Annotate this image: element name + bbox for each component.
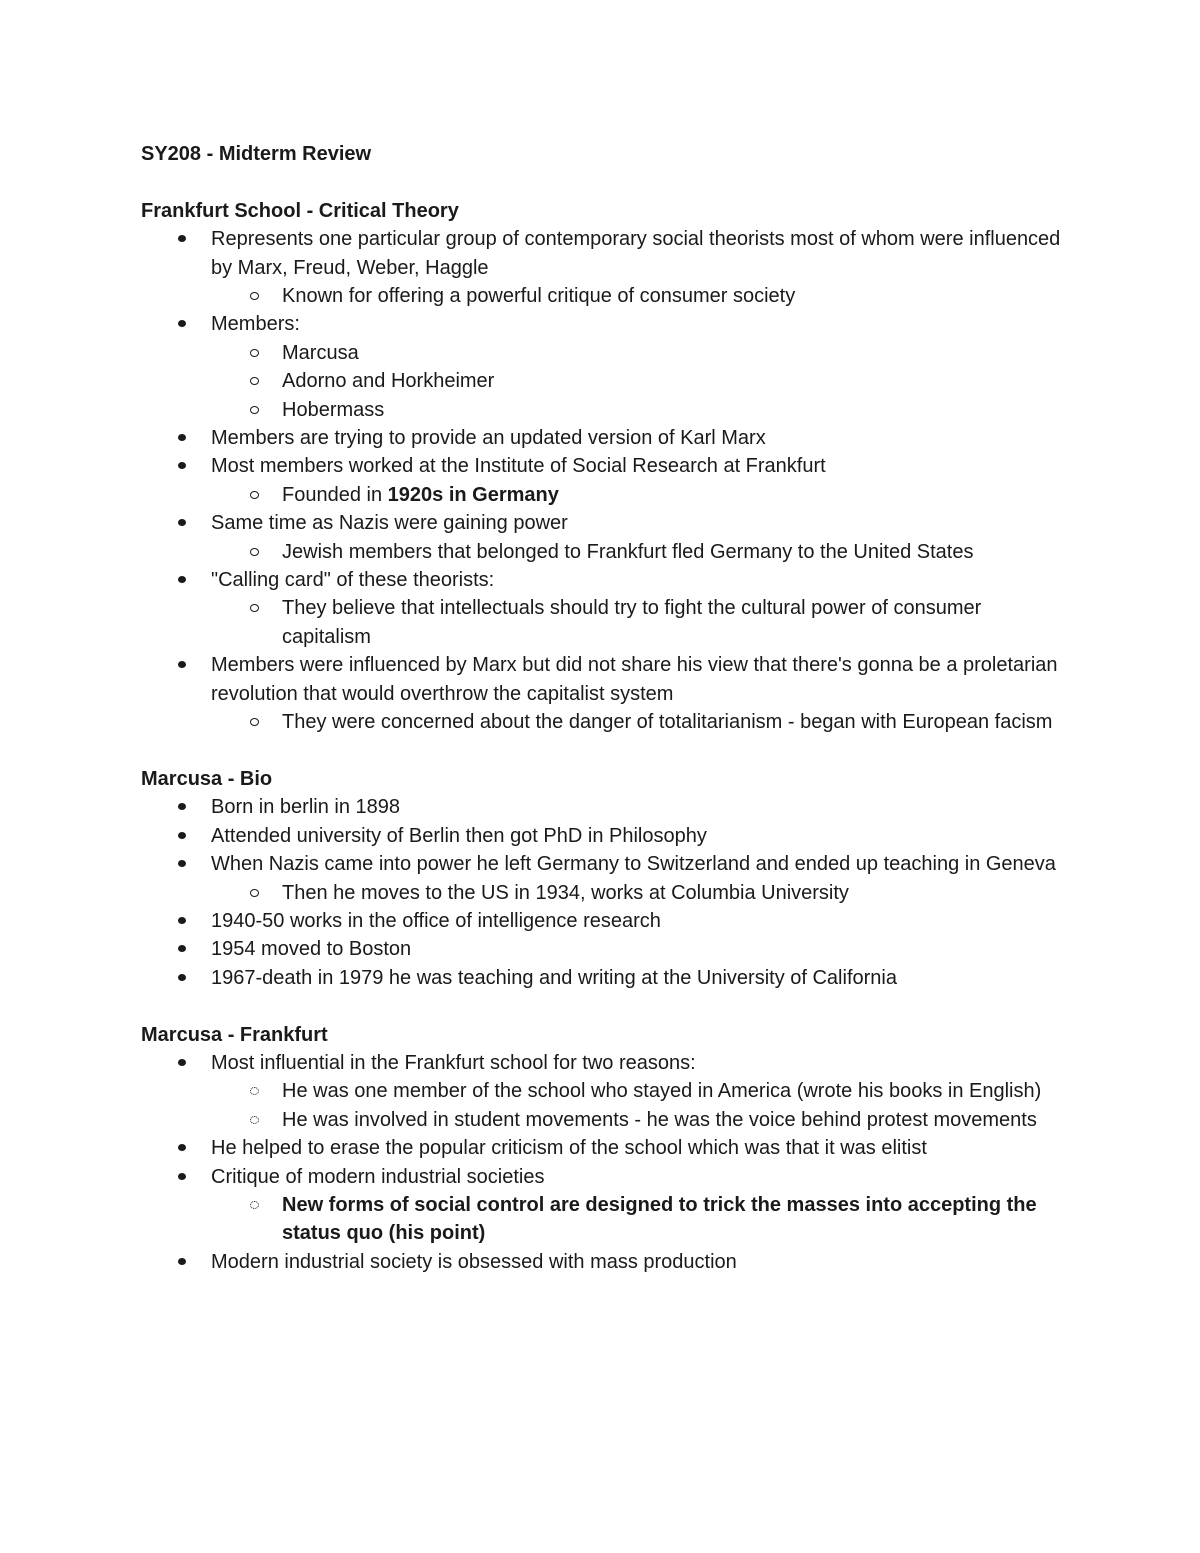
section-heading-frankfurt-school: Frankfurt School - Critical Theory <box>141 199 459 222</box>
list-item: Attended university of Berlin then got PhD in Philosophy <box>211 822 1071 850</box>
sub-list <box>211 708 1071 736</box>
section-heading-marcusa-bio: Marcusa - Bio <box>141 767 273 790</box>
list-item-text: Members were influenced by Marx but did not share his view that there's gonna be a proletarian revolution that would overthrow the capitalist system <box>211 654 1058 705</box>
sub-list-item-bold: New forms of social control are designed to trick the masses into accepting the status quo (his point) <box>282 1191 1071 1248</box>
bullet-list <box>141 225 1071 736</box>
sub-list-item: Then he moves to the US in 1934, works at Columbia University <box>282 879 1071 907</box>
list-item <box>211 1163 1071 1248</box>
spacer <box>141 992 1071 1020</box>
list-item: Members are trying to provide an updated version of Karl Marx <box>211 424 1071 452</box>
bullet-list <box>141 1049 1071 1276</box>
sub-list-item: Known for offering a powerful critique of consumer society <box>282 282 1071 310</box>
founded-prefix: Founded in <box>282 483 388 506</box>
sub-list-item: He was one member of the school who stayed in America (wrote his books in English) <box>282 1077 1071 1105</box>
sub-list-item <box>282 481 1071 509</box>
sub-list-item: He was involved in student movements - he was the voice behind protest movements <box>282 1106 1071 1134</box>
list-item: 1967-death in 1979 he was teaching and writing at the University of California <box>211 964 1071 992</box>
list-item: Born in berlin in 1898 <box>211 793 1071 821</box>
list-item: He helped to erase the popular criticism of the school which was that it was elitist <box>211 1134 1071 1162</box>
sub-list-item: They were concerned about the danger of totalitarianism - began with European facism <box>282 708 1071 736</box>
document-body <box>141 140 1071 1276</box>
sub-list <box>211 339 1071 424</box>
sub-list <box>211 879 1071 907</box>
list-item <box>211 509 1071 566</box>
sub-list-item: They believe that intellectuals should try to fight the cultural power of consumer capitalism <box>282 594 1071 651</box>
sub-list <box>211 538 1071 566</box>
list-item <box>211 1049 1071 1134</box>
list-item-text: When Nazis came into power he left Germany to Switzerland and ended up teaching in Geneva <box>211 853 1056 876</box>
founded-date-bold: 1920s in Germany <box>387 483 559 506</box>
list-item: 1954 moved to Boston <box>211 935 1071 963</box>
list-item-text: "Calling card" of these theorists: <box>211 569 495 592</box>
list-item <box>211 651 1071 736</box>
sub-list <box>211 594 1071 651</box>
list-item <box>211 225 1071 310</box>
section-heading-marcusa-frankfurt: Marcusa - Frankfurt <box>141 1023 328 1046</box>
document-title: SY208 - Midterm Review <box>141 143 372 165</box>
sub-list-item: Adorno and Horkheimer <box>282 367 1071 395</box>
sub-list <box>211 481 1071 509</box>
sub-list-item: Hobermass <box>282 396 1071 424</box>
spacer <box>141 168 1071 196</box>
list-item-text: Most members worked at the Institute of Social Research at Frankfurt <box>211 455 826 478</box>
sub-list <box>211 1191 1071 1248</box>
sub-list-item: Jewish members that belonged to Frankfurt fled Germany to the United States <box>282 538 1071 566</box>
list-item-text: Most influential in the Frankfurt school for two reasons: <box>211 1051 696 1074</box>
list-item <box>211 452 1071 509</box>
spacer <box>141 737 1071 765</box>
list-item: Modern industrial society is obsessed with mass production <box>211 1248 1071 1276</box>
bullet-list <box>141 793 1071 992</box>
list-item <box>211 310 1071 424</box>
list-item-text: Critique of modern industrial societies <box>211 1165 545 1188</box>
list-item-text: Members: <box>211 313 300 336</box>
list-item-text: Same time as Nazis were gaining power <box>211 512 568 535</box>
sub-list <box>211 282 1071 310</box>
sub-list <box>211 1077 1071 1134</box>
list-item <box>211 566 1071 651</box>
list-item <box>211 850 1071 907</box>
sub-list-item: Marcusa <box>282 339 1071 367</box>
list-item-text: Represents one particular group of contemporary social theorists most of whom were influenced by Marx, Freud, Weber, Haggle <box>211 228 1061 279</box>
list-item: 1940-50 works in the office of intelligence research <box>211 907 1071 935</box>
